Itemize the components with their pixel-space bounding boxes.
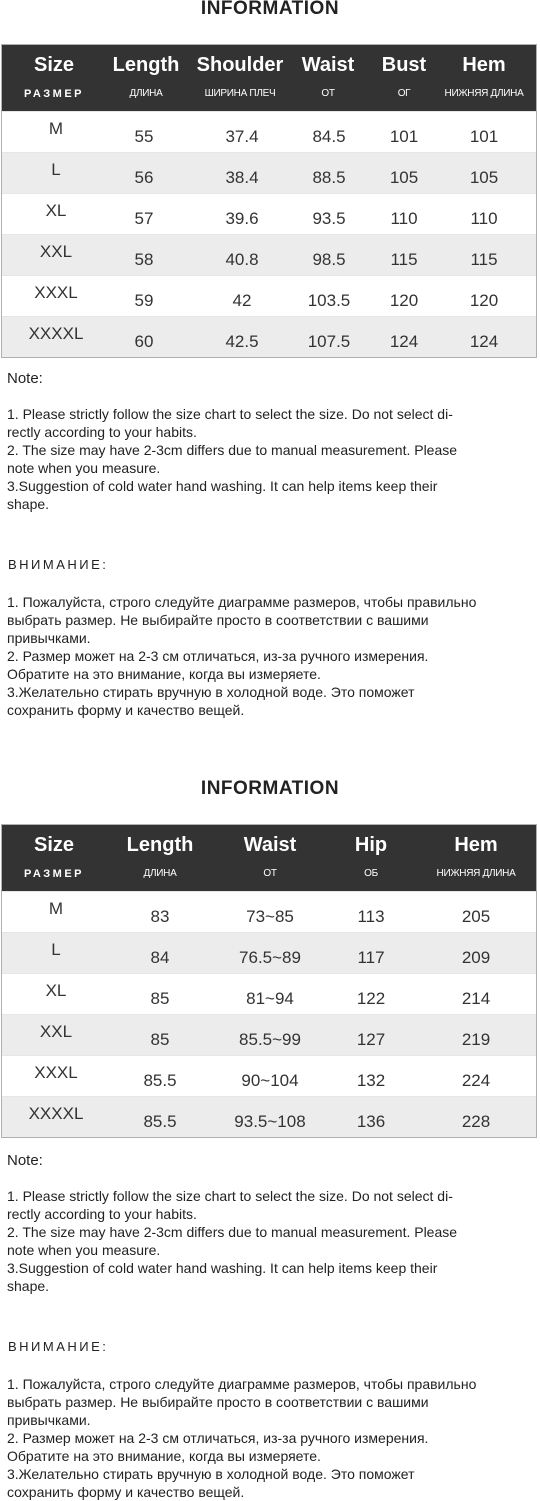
- value-cell: 120: [469, 291, 499, 310]
- value-cell: 58: [134, 250, 154, 269]
- note-heading: Note:: [7, 370, 43, 387]
- value-cell: 84.5: [312, 127, 346, 146]
- value-cell: 127: [356, 1030, 386, 1049]
- size-cell: XXXL: [34, 283, 78, 302]
- header-label: Length: [112, 54, 180, 76]
- value-cell: 73~85: [246, 907, 294, 926]
- value-cell: 110: [390, 209, 418, 228]
- header-sublabel: ДЛИНА: [129, 88, 163, 99]
- note-line: shape.: [7, 1278, 50, 1294]
- value-cell: 98.5: [312, 250, 346, 269]
- value-cell: 101: [469, 127, 499, 146]
- header-sublabel: ОТ: [321, 88, 335, 99]
- table-header: [2, 45, 536, 111]
- value-cell: 76.5~89: [239, 948, 301, 967]
- value-cell: 103.5: [307, 291, 351, 310]
- header-sublabel: РАЗМЕР: [23, 868, 85, 880]
- header-size: [2, 45, 106, 111]
- header-length: [114, 825, 206, 891]
- table-row: [2, 1055, 536, 1096]
- value-cell: 57: [134, 209, 154, 228]
- size-cell: L: [51, 160, 61, 179]
- value-cell: 90~104: [241, 1071, 299, 1090]
- table-header: [2, 825, 536, 891]
- value-cell: 122: [356, 989, 386, 1008]
- header-sublabel: ДЛИНА: [143, 868, 177, 879]
- table-row: [2, 275, 536, 316]
- table-row: [2, 152, 536, 193]
- note-heading: Note:: [7, 1152, 43, 1169]
- note-line: rectly according to your habits.: [7, 424, 197, 440]
- section-title: INFORMATION: [200, 0, 340, 19]
- value-cell: 115: [470, 250, 498, 269]
- note-line: 1. Please strictly follow the size chart to select the size. Do not select di-: [7, 1188, 453, 1204]
- size-cell: XL: [45, 981, 67, 1000]
- size-cell: XXL: [39, 242, 73, 261]
- size-cell: XXXXL: [28, 1104, 84, 1123]
- header-label: Hip: [354, 834, 388, 856]
- value-cell: 115: [390, 250, 418, 269]
- note-heading-ru: ВНИМАНИЕ:: [8, 557, 109, 572]
- header-label: Waist: [243, 834, 297, 856]
- note-line: привычками.: [7, 1412, 91, 1428]
- table-row: [2, 1096, 536, 1137]
- header-sublabel: ОГ: [397, 88, 411, 99]
- header-bust: [368, 45, 440, 111]
- header-size: [2, 825, 106, 891]
- size-table-bottom: [1, 824, 537, 1138]
- table-row: [2, 973, 536, 1014]
- value-cell: 209: [461, 948, 491, 967]
- header-label: Hem: [462, 54, 506, 76]
- value-cell: 59: [134, 291, 154, 310]
- value-cell: 85.5~99: [239, 1030, 301, 1049]
- note-line: 2. The size may have 2-3cm differs due to manual measurement. Please: [7, 442, 458, 458]
- value-cell: 136: [356, 1112, 386, 1131]
- note-line: выбрать размер. Не выбирайте просто в соответствии с вашими: [7, 612, 429, 628]
- note-line: 3.Желательно стирать вручную в холодной воде. Это поможет: [7, 684, 415, 700]
- note-line: 2. The size may have 2-3cm differs due to manual measurement. Please: [7, 1224, 458, 1240]
- note-line: 3.Suggestion of cold water hand washing. It can help items keep their: [7, 1260, 438, 1276]
- note-line: 3.Suggestion of cold water hand washing. It can help items keep their: [7, 478, 438, 494]
- value-cell: 110: [470, 209, 498, 228]
- note-text-en: [7, 1187, 535, 1295]
- value-cell: 124: [389, 332, 419, 351]
- value-cell: 56: [134, 168, 154, 187]
- note-text-ru: [7, 593, 535, 719]
- note-line: выбрать размер. Не выбирайте просто в соответствии с вашими: [7, 1394, 429, 1410]
- header-waist: [292, 45, 364, 111]
- note-text-en: [7, 405, 535, 513]
- value-cell: 214: [461, 989, 491, 1008]
- size-cell: XXXXL: [28, 324, 84, 343]
- value-cell: 124: [469, 332, 499, 351]
- note-line: 1. Пожалуйста, строго следуйте диаграмме размеров, чтобы правильно: [7, 594, 477, 610]
- size-cell: XXXL: [34, 1063, 78, 1082]
- value-cell: 38.4: [225, 168, 259, 187]
- note-line: note when you measure.: [7, 1242, 161, 1258]
- header-hem: [422, 825, 530, 891]
- note-line: shape.: [7, 496, 50, 512]
- note-line: сохранить форму и качество вещей.: [7, 1484, 245, 1500]
- value-cell: 219: [461, 1030, 491, 1049]
- table-body: [2, 111, 536, 357]
- table-row: [2, 193, 536, 234]
- value-cell: 40.8: [225, 250, 259, 269]
- table-row: [2, 932, 536, 973]
- value-cell: 228: [461, 1112, 491, 1131]
- header-length: [106, 45, 186, 111]
- header-sublabel: РАЗМЕР: [23, 88, 85, 100]
- table-row: [2, 316, 536, 357]
- note-heading-ru: ВНИМАНИЕ:: [8, 1339, 109, 1354]
- value-cell: 85.5: [143, 1112, 177, 1131]
- section-title: INFORMATION: [200, 778, 340, 799]
- size-cell: M: [48, 899, 64, 918]
- header-sublabel: ШИРИНА ПЛЕЧ: [204, 88, 276, 99]
- value-cell: 39.6: [225, 209, 259, 228]
- header-label: Bust: [381, 54, 427, 76]
- header-label: Size: [33, 54, 75, 76]
- value-cell: 120: [389, 291, 419, 310]
- note-line: rectly according to your habits.: [7, 1206, 197, 1222]
- value-cell: 42.5: [225, 332, 259, 351]
- value-cell: 113: [357, 907, 385, 926]
- value-cell: 88.5: [312, 168, 346, 187]
- header-sublabel: НИЖНЯЯ ДЛИНА: [444, 88, 524, 99]
- value-cell: 101: [389, 127, 419, 146]
- table-row: [2, 234, 536, 275]
- value-cell: 85: [150, 989, 170, 1008]
- note-line: Обратите на это внимание, когда вы измеряете.: [7, 1448, 321, 1464]
- table-row: [2, 111, 536, 152]
- note-line: 1. Please strictly follow the size chart to select the size. Do not select di-: [7, 406, 453, 422]
- header-shoulder: [190, 45, 290, 111]
- value-cell: 85.5: [143, 1071, 177, 1090]
- value-cell: 55: [134, 127, 154, 146]
- table-row: [2, 891, 536, 932]
- note-text-ru: [7, 1375, 535, 1501]
- size-cell: L: [51, 940, 61, 959]
- header-label: Waist: [301, 54, 355, 76]
- note-line: 2. Размер может на 2-3 см отличаться, из-за ручного измерения.: [7, 648, 429, 664]
- table-body: [2, 891, 536, 1137]
- size-cell: XXL: [39, 1022, 73, 1041]
- header-label: Hem: [454, 834, 498, 856]
- note-line: 3.Желательно стирать вручную в холодной воде. Это поможет: [7, 1466, 415, 1482]
- size-cell: M: [48, 119, 64, 138]
- value-cell: 107.5: [307, 332, 351, 351]
- header-hem: [434, 45, 534, 111]
- note-line: сохранить форму и качество вещей.: [7, 702, 245, 718]
- value-cell: 132: [356, 1071, 386, 1090]
- value-cell: 105: [469, 168, 499, 187]
- header-waist: [218, 825, 322, 891]
- value-cell: 205: [461, 907, 491, 926]
- header-hip: [328, 825, 414, 891]
- header-label: Shoulder: [196, 54, 284, 76]
- value-cell: 81~94: [246, 989, 294, 1008]
- value-cell: 93.5~108: [234, 1112, 306, 1131]
- size-cell: XL: [45, 201, 67, 220]
- value-cell: 83: [150, 907, 170, 926]
- header-sublabel: ОТ: [263, 868, 277, 879]
- note-line: 2. Размер может на 2-3 см отличаться, из-за ручного измерения.: [7, 1430, 429, 1446]
- value-cell: 224: [461, 1071, 491, 1090]
- value-cell: 117: [357, 948, 385, 967]
- size-table-top: [1, 44, 537, 358]
- value-cell: 85: [150, 1030, 170, 1049]
- header-sublabel: ОБ: [364, 868, 378, 879]
- value-cell: 84: [150, 948, 170, 967]
- value-cell: 37.4: [225, 127, 259, 146]
- value-cell: 93.5: [312, 209, 346, 228]
- note-line: 1. Пожалуйста, строго следуйте диаграмме размеров, чтобы правильно: [7, 1376, 477, 1392]
- note-line: привычками.: [7, 630, 91, 646]
- value-cell: 60: [134, 332, 154, 351]
- header-label: Length: [126, 834, 194, 856]
- table-row: [2, 1014, 536, 1055]
- value-cell: 105: [389, 168, 419, 187]
- header-sublabel: НИЖНЯЯ ДЛИНА: [436, 868, 516, 879]
- header-label: Size: [33, 834, 75, 856]
- value-cell: 42: [232, 291, 252, 310]
- note-line: Обратите на это внимание, когда вы измеряете.: [7, 666, 321, 682]
- note-line: note when you measure.: [7, 460, 161, 476]
